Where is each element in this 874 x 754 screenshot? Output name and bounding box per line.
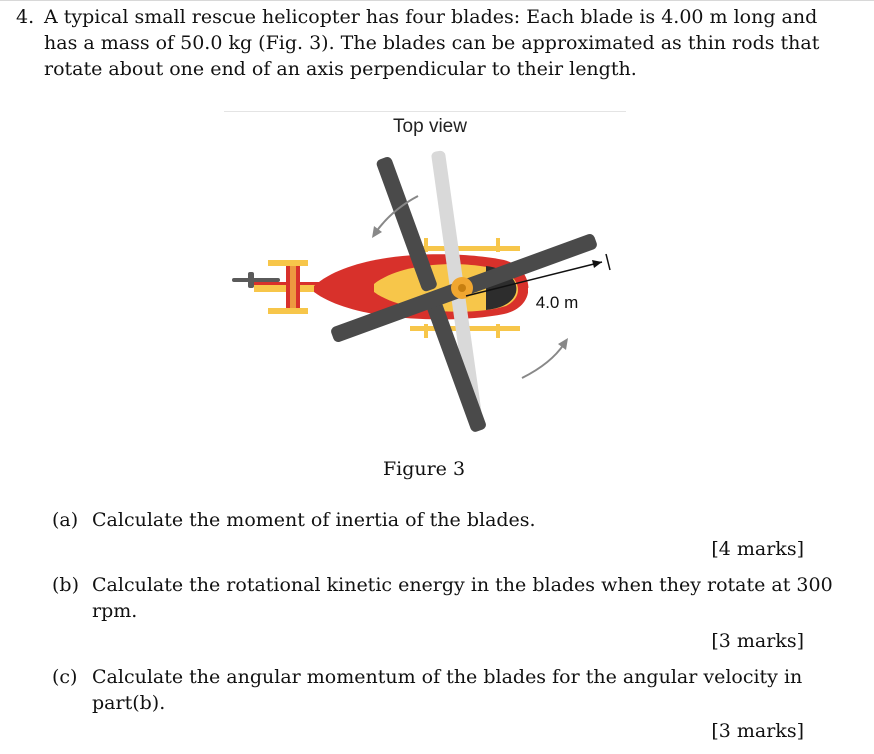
- part-b-marks: [3 marks]: [711, 630, 804, 652]
- part-b-text-line2: rpm.: [92, 600, 138, 622]
- part-c-label: (c): [52, 666, 78, 688]
- part-c-marks: [3 marks]: [711, 720, 804, 742]
- part-a-label: (a): [52, 509, 79, 531]
- figure-caption: Figure 3: [382, 458, 466, 480]
- part-a-text: Calculate the moment of inertia of the blades.: [92, 509, 536, 531]
- part-a-marks: [4 marks]: [711, 538, 804, 560]
- question-line-1-text: A typical small rescue helicopter has four blades: Each blade is 4.00 m long and: [44, 6, 818, 28]
- question-line-1: [16, 4, 818, 30]
- part-c-text-line1: Calculate the angular momentum of the blades for the angular velocity in: [92, 666, 803, 688]
- dimension-label: 4.0 m: [535, 293, 579, 312]
- top-rule: [0, 0, 874, 1]
- question-line-2: has a mass of 50.0 kg (Fig. 3). The blades can be approximated as thin rods that: [44, 32, 820, 54]
- part-a: [52, 507, 536, 533]
- helicopter-figure: [224, 110, 626, 450]
- question-number: 4.: [16, 6, 35, 28]
- question-text: [16, 4, 820, 82]
- figure-title: Top view: [393, 116, 467, 137]
- question-line-3: rotate about one end of an axis perpendicular to their length.: [44, 58, 637, 80]
- part-b-text-line1: Calculate the rotational kinetic energy in the blades when they rotate at 300: [92, 574, 833, 596]
- part-b-label: (b): [52, 574, 79, 596]
- rotation-arrow-bottom: [522, 338, 568, 378]
- helicopter-illustration: [224, 110, 626, 450]
- part-b: [52, 572, 833, 624]
- part-c-text-line2: part(b).: [92, 692, 166, 714]
- part-c: [52, 664, 802, 716]
